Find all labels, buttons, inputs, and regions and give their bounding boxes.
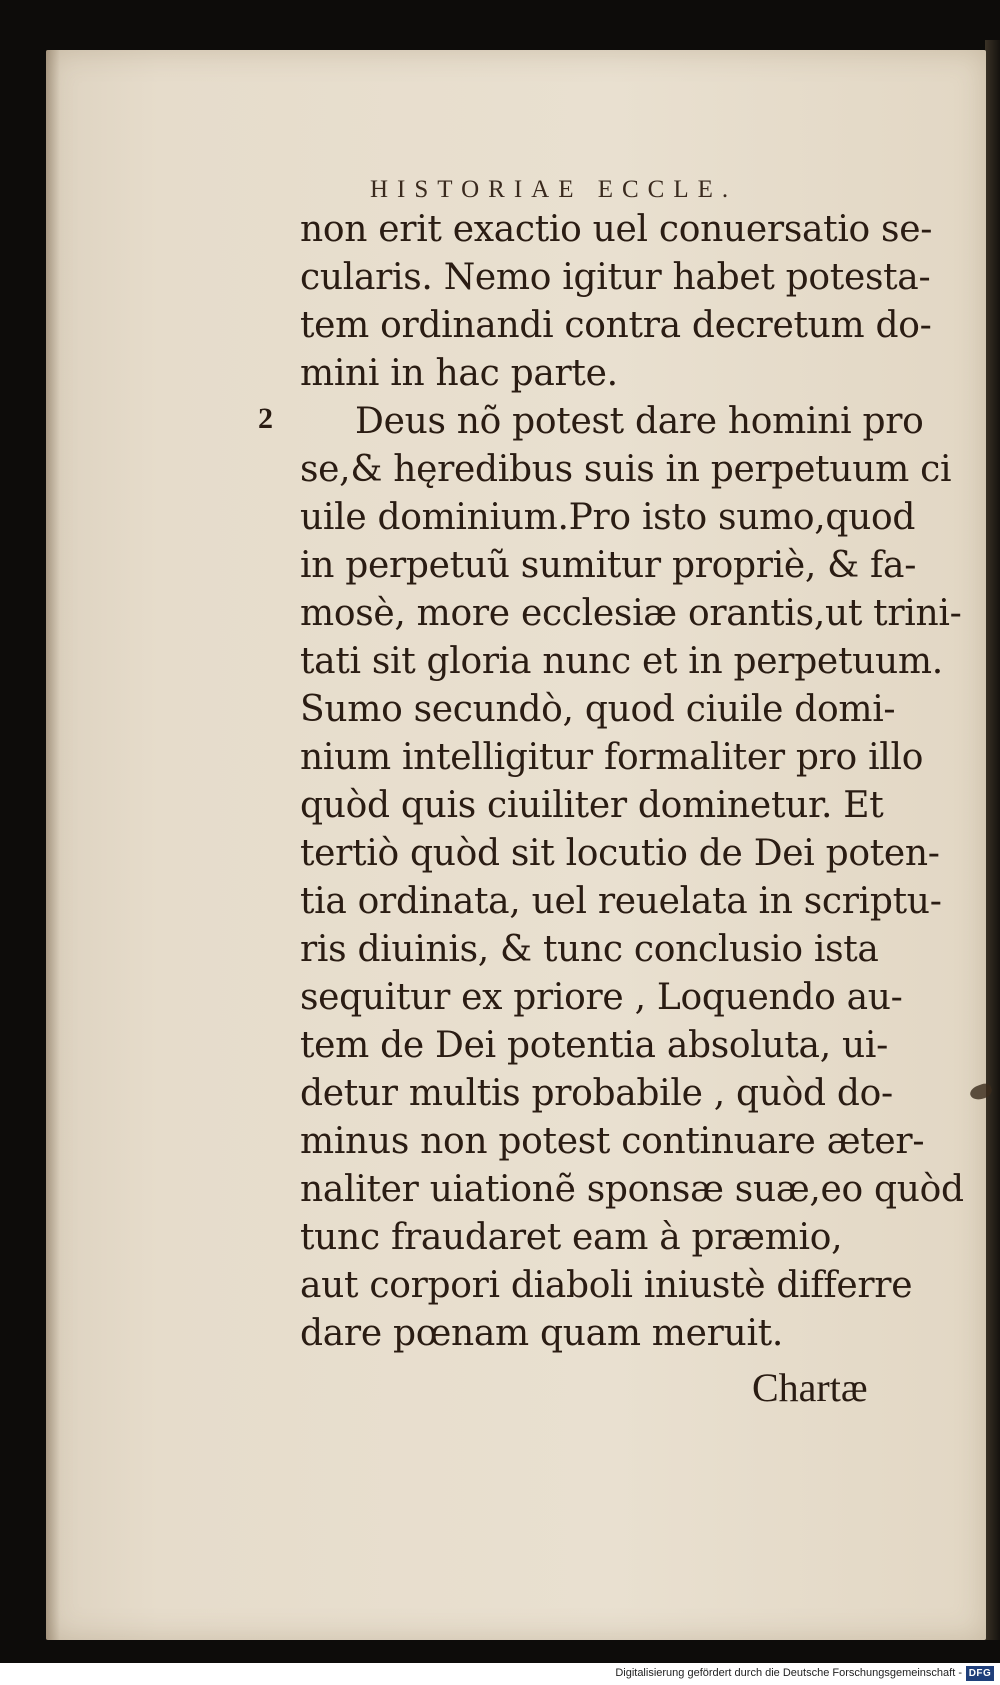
catchword: Chartæ (752, 1365, 868, 1410)
text-line: non erit exactio uel conuersatio se- (300, 209, 933, 250)
text-line: in perpetuũ sumitur propriè, & fa- (300, 545, 917, 586)
text-line: dare pœnam quam meruit. (300, 1313, 783, 1354)
digitization-footer (0, 1663, 1000, 1685)
text-line: detur multis probabile , quòd do- (300, 1073, 893, 1114)
text-line: nium intelligitur formaliter pro illo (300, 737, 924, 778)
text-line: tem ordinandi contra decretum do- (300, 305, 932, 346)
page-gutter-shadow (46, 50, 60, 1640)
text-line: mosè, more ecclesiæ orantis,ut trini- (300, 593, 962, 634)
text-line: tunc fraudaret eam à præmio, (300, 1217, 843, 1258)
text-line: se,& hęredibus suis in perpetuum ci (300, 449, 952, 490)
dfg-logo: DFG (966, 1666, 994, 1681)
text-line: tia ordinata, uel reuelata in scriptu- (300, 881, 942, 922)
text-line: ris diuinis, & tunc conclusio ista (300, 929, 879, 970)
section-number: 2 (258, 402, 273, 435)
text-line: tertiò quòd sit locutio de Dei poten- (300, 833, 940, 874)
text-line: tati sit gloria nunc et in perpetuum. (300, 641, 943, 682)
text-line: mini in hac parte. (300, 353, 618, 394)
text-line: Deus nõ potest dare homini pro (355, 401, 924, 442)
text-line: minus non potest continuare æter- (300, 1121, 925, 1162)
text-line: uile dominium.Pro isto sumo,quod (300, 497, 916, 538)
text-line: cularis. Nemo igitur habet potesta- (300, 257, 931, 298)
text-line: naliter uiationẽ sponsæ suæ,eo quòd (300, 1169, 964, 1210)
text-line: Sumo secundò, quod ciuile domi- (300, 689, 896, 730)
body-text (300, 206, 964, 1358)
text-line: aut corpori diaboli iniustè differre (300, 1265, 913, 1306)
running-head: HISTORIAE ECCLE. (370, 176, 738, 203)
funding-credit: Digitalisierung gefördert durch die Deutsche Forschungsgemeinschaft - (615, 1667, 962, 1679)
text-line: tem de Dei potentia absoluta, ui- (300, 1025, 888, 1066)
text-line: quòd quis ciuiliter dominetur. Et (300, 785, 884, 826)
book-edge (985, 40, 1000, 1640)
text-line: sequitur ex priore , Loquendo au- (300, 977, 903, 1018)
